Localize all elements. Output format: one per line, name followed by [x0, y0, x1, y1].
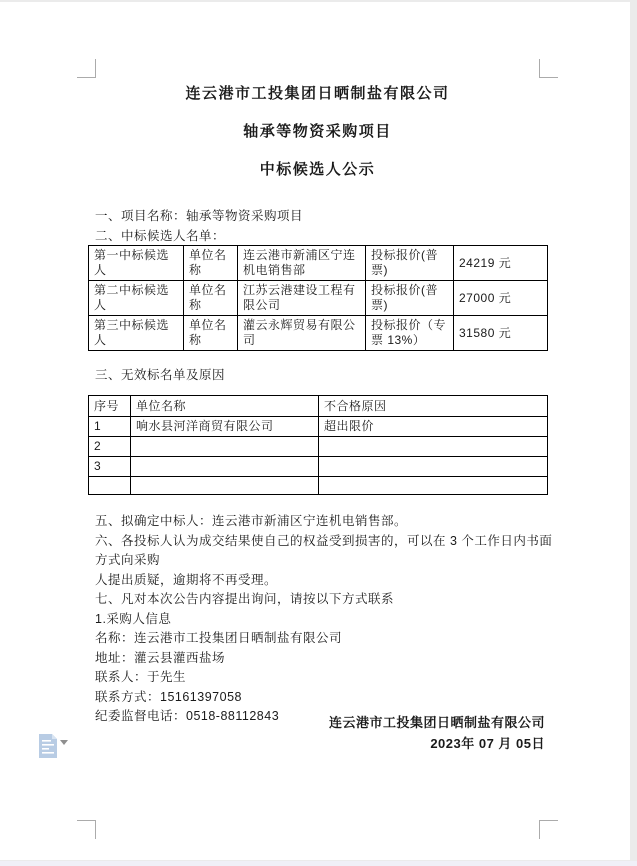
unit-name: [131, 477, 319, 495]
table-row: [89, 477, 548, 495]
price-label: 投标报价(普票): [366, 246, 454, 281]
section-project-name: 一、项目名称：轴承等物资采购项目: [95, 209, 304, 223]
fail-reason: [319, 457, 548, 477]
price-value: 24219 元: [454, 246, 548, 281]
unit-label: 单位名称: [184, 246, 238, 281]
candidate-rank: 第一中标候选人: [89, 246, 184, 281]
col-header-unit: 单位名称: [131, 396, 319, 417]
candidates-table: [88, 245, 548, 351]
unit-name: [131, 437, 319, 457]
table-row: [89, 437, 548, 457]
row-index: 1: [89, 417, 131, 437]
table-header-row: [89, 396, 548, 417]
price-label: 投标报价(普票): [366, 281, 454, 316]
table-row: [89, 417, 548, 437]
row-index: 2: [89, 437, 131, 457]
section-invalid-bids-heading: 三、无效标名单及原因: [95, 368, 226, 382]
document-title-company: 连云港市工投集团日晒制盐有限公司: [185, 85, 450, 102]
contact-address: 地址：灌云县灌西盐场: [95, 650, 226, 665]
table-row: [89, 457, 548, 477]
unit-name: 响水县河洋商贸有限公司: [131, 417, 319, 437]
price-label: 投标报价（专票 13%）: [366, 316, 454, 351]
document-options-icon[interactable]: [38, 734, 58, 759]
document-title-project: 轴承等物资采购项目: [243, 123, 392, 140]
table-row: [89, 316, 548, 351]
contact-section-title: 1.采购人信息: [95, 611, 172, 626]
signature-company: 连云港市工投集团日晒制盐有限公司: [328, 715, 545, 730]
signature-block: [329, 712, 545, 754]
contact-phone: 联系方式：15161397058: [95, 689, 242, 704]
para-inquiry: 七、凡对本次公告内容提出询问，请按以下方式联系: [95, 592, 395, 606]
para-objection-line1: 六、各投标人认为成交结果使自己的权益受到损害的，可以在 3 个工作日内书面方式向采购: [95, 533, 553, 567]
section-candidates-heading: 二、中标候选人名单：: [95, 229, 226, 243]
dropdown-arrow-icon[interactable]: [60, 740, 68, 745]
price-value: 27000 元: [454, 281, 548, 316]
fail-reason: [319, 477, 548, 495]
row-index: 3: [89, 457, 131, 477]
col-header-index: 序号: [89, 396, 131, 417]
supervision-phone: 纪委监督电话：0518-88112843: [95, 709, 280, 723]
text-boundary-mark-bottom-left: [77, 820, 96, 839]
para-proposed-winner: 五、拟确定中标人：连云港市新浦区宁连机电销售部。: [95, 514, 408, 528]
unit-name: [131, 457, 319, 477]
text-boundary-mark-top-left: [77, 59, 96, 78]
text-boundary-mark-bottom-right: [539, 820, 558, 839]
row-index: [89, 477, 131, 495]
candidate-company: 江苏云港建设工程有限公司: [238, 281, 366, 316]
signature-date: 2023年 07 月 05日: [430, 736, 545, 751]
fail-reason: 超出限价: [319, 417, 548, 437]
candidate-rank: 第二中标候选人: [89, 281, 184, 316]
body-paragraphs: [95, 512, 555, 727]
page-bottom-edge: [0, 861, 637, 866]
contact-name: 名称：连云港市工投集团日晒制盐有限公司: [95, 631, 343, 645]
unit-label: 单位名称: [184, 316, 238, 351]
table-row: [89, 281, 548, 316]
candidate-company: 连云港市新浦区宁连机电销售部: [238, 246, 366, 281]
candidate-company: 灌云永辉贸易有限公司: [238, 316, 366, 351]
contact-person: 联系人：于先生: [95, 670, 187, 684]
candidate-rank: 第三中标候选人: [89, 316, 184, 351]
para-objection-line2: 人提出质疑，逾期将不再受理。: [95, 572, 278, 587]
unit-label: 单位名称: [184, 281, 238, 316]
text-boundary-mark-top-right: [539, 59, 558, 78]
fail-reason: [319, 437, 548, 457]
title-block: [95, 82, 540, 192]
table-row: [89, 246, 548, 281]
col-header-reason: 不合格原因: [319, 396, 548, 417]
invalid-bids-table: [88, 395, 548, 495]
price-value: 31580 元: [454, 316, 548, 351]
document-title-announcement: 中标候选人公示: [259, 161, 376, 178]
